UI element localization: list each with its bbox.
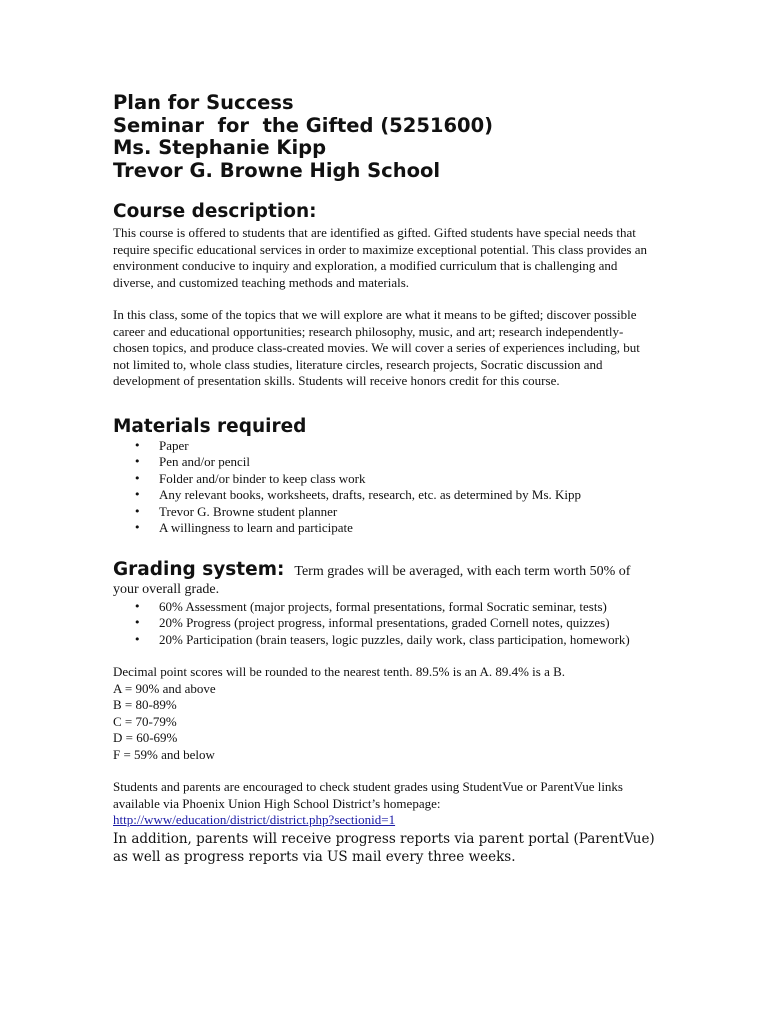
materials-list <box>113 438 658 537</box>
grading-section <box>113 559 658 764</box>
grade-scale-d: D = 60-69% <box>113 730 178 745</box>
course-description-paragraph-1: This course is offered to students that are identified as gifted. Gifted students have special needs that require specific educational services in order to maximize exceptional potential. This class provides an environment conducive to inquiry and exploration, a modified curriculum that is challenging and diverse, and customized teaching methods and materials. <box>113 225 648 290</box>
bullet-icon: • <box>134 504 141 518</box>
progress-report-text: In addition, parents will receive progress reports via parent portal (ParentVue) as well as progress reports via US mail every three weeks. <box>113 830 655 865</box>
bullet-icon: • <box>134 632 141 646</box>
school-name: Trevor G. Browne High School <box>113 158 441 182</box>
materials-heading: Materials required <box>113 415 307 437</box>
list-item: • Trevor G. Browne student planner <box>134 503 338 519</box>
grade-scale <box>113 664 658 763</box>
district-homepage-link[interactable]: http://www/education/district/district.php?sectionid=1 <box>113 812 396 827</box>
rounding-note: Decimal point scores will be rounded to the nearest tenth. 89.5% is an A. 89.4% is a B. <box>113 664 566 679</box>
list-item: • A willingness to learn and participate <box>134 520 353 535</box>
bullet-icon: • <box>134 438 141 452</box>
materials-section <box>113 416 658 537</box>
list-item: • 60% Assessment (major projects, formal presentations, formal Socratic seminar, tests) <box>134 598 607 614</box>
bullet-icon: • <box>134 471 141 485</box>
grading-heading: Grading system: <box>113 558 285 580</box>
course-description-paragraph-2: In this class, some of the topics that we will explore are what it means to be gifted; discover possible career and educational opportunities; research philosophy, music, and art; research independently-chosen topics, and produce class-created movies. We will cover a series of experiences including, but not limited to, whole class studies, literature circles, research projects, Socratic discussion and development of presentation skills. Students will receive honors credit for this course. <box>113 307 640 388</box>
grade-scale-a: A = 90% and above <box>113 680 216 696</box>
bullet-icon: • <box>134 521 141 534</box>
list-item: • 20% Progress (project progress, informal presentations, graded Cornell notes, quizzes) <box>134 615 610 630</box>
grade-check-text: Students and parents are encouraged to check student grades using StudentVue or ParentVue links available via Phoenix Union High School District’s homepage: <box>113 779 623 811</box>
bullet-icon: • <box>134 455 141 468</box>
course-name: Seminar for the Gifted (5251600) <box>113 113 494 137</box>
bullet-icon: • <box>134 488 141 501</box>
grade-scale-f: F = 59% and below <box>113 746 215 762</box>
course-description-section <box>113 201 658 390</box>
document-page <box>113 92 658 866</box>
grading-lead-text: Term grades will be averaged, with each term worth 50% of your overall grade. <box>113 563 631 597</box>
grading-lead <box>113 559 658 599</box>
bullet-icon: • <box>134 616 141 629</box>
grade-scale-b: B = 80-89% <box>113 697 177 712</box>
list-item: • Paper <box>134 437 189 453</box>
list-item: • Any relevant books, worksheets, drafts, research, etc. as determined by Ms. Kipp <box>134 487 582 502</box>
course-description-heading: Course description: <box>113 201 317 222</box>
list-item: • 20% Participation (brain teasers, logic puzzles, daily work, class participation, homework) <box>134 631 630 647</box>
grading-list <box>113 599 658 649</box>
list-item: • Folder and/or binder to keep class work <box>134 470 366 486</box>
grade-scale-c: C = 70-79% <box>113 713 177 729</box>
bullet-icon: • <box>134 599 141 613</box>
teacher-name: Ms. Stephanie Kipp <box>113 136 327 159</box>
parents-section <box>113 779 658 866</box>
document-title-block <box>113 92 658 182</box>
list-item: • Pen and/or pencil <box>134 454 250 469</box>
plan-title: Plan for Success <box>113 91 294 114</box>
